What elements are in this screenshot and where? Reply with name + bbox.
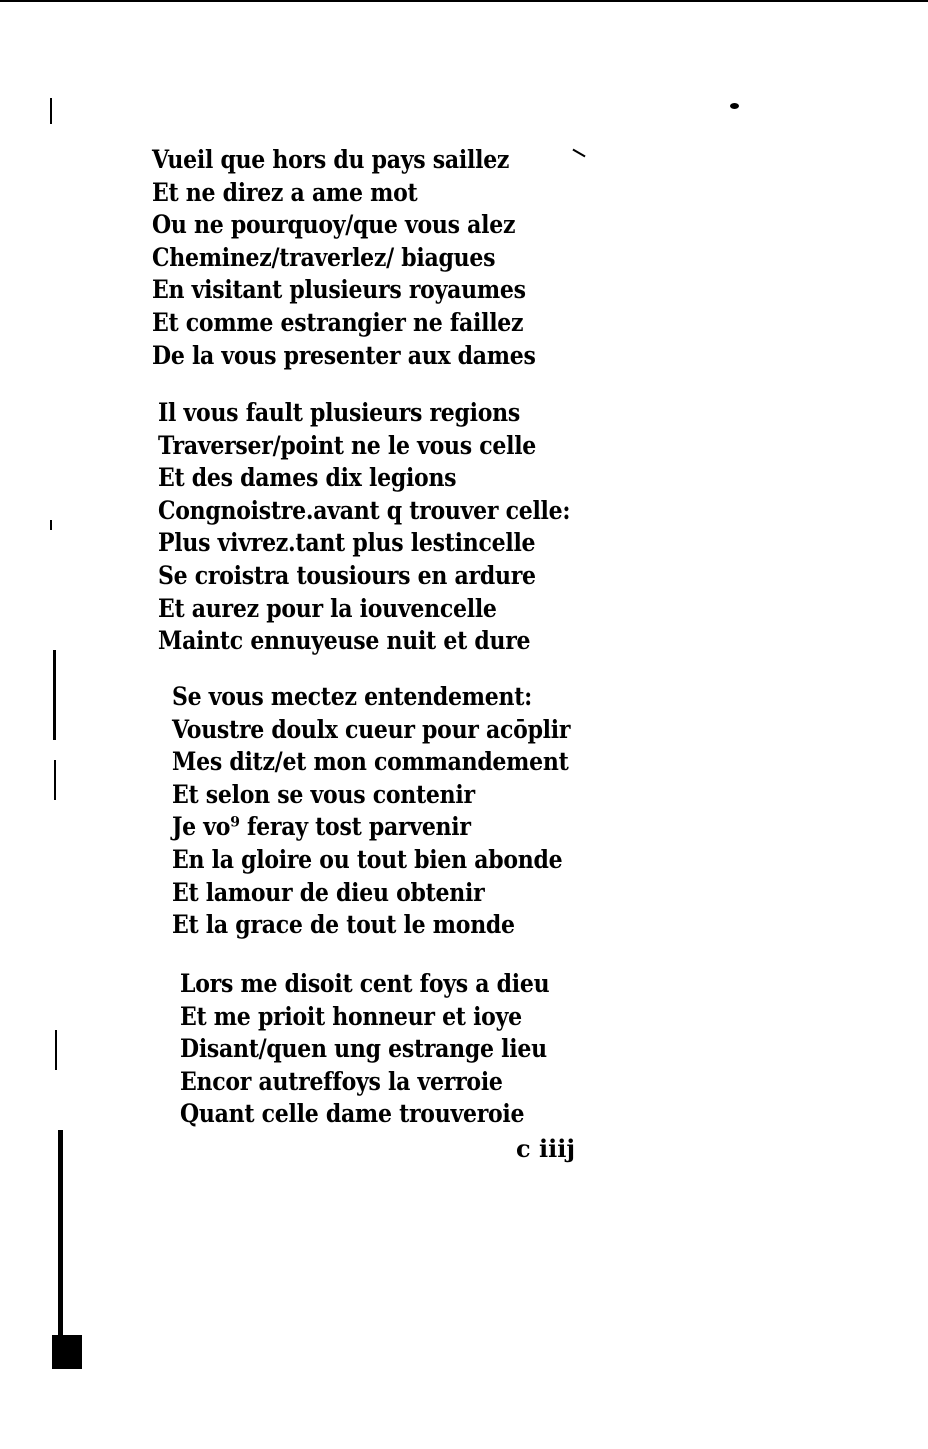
verse-line: De la vous presenter aux dames: [152, 340, 536, 370]
verse-line: Traverser/point ne le vous celle: [158, 430, 537, 460]
verse-line: Encor autreffoys la verroie: [180, 1066, 503, 1096]
verse-line: En la gloire ou tout bien abonde: [172, 844, 563, 874]
verse-line: Lors me disoit cent foys a dieu: [180, 969, 550, 998]
verse-line: Vueil que hors du pays saillez: [152, 145, 510, 174]
verse-line: Voustre doulx cueur pour acōplir: [172, 714, 571, 744]
gutter-line: [54, 760, 56, 800]
gutter-line: [50, 520, 52, 530]
verse-line: Et des dames dix legions: [158, 463, 457, 493]
verse-line: Et aurez pour la iouvencelle: [158, 593, 497, 623]
verse-line: Congnoistre.avant q trouver celle:: [158, 495, 571, 525]
ink-dot: [730, 103, 739, 109]
verse-line: Et selon se vous contenir: [172, 779, 475, 809]
verse-line: Et comme estrangier ne faillez: [152, 307, 524, 337]
signature-mark: c iiij: [516, 1134, 576, 1163]
page-top-edge: [0, 0, 928, 2]
gutter-line: [53, 650, 56, 740]
stanza: [172, 681, 625, 942]
verse-line: Et me prioit honneur et ioye: [180, 1001, 522, 1031]
verse-line: En visitant plusieurs royaumes: [152, 275, 526, 305]
gutter-line: [50, 98, 52, 124]
verse-line: Je vo⁹ feray tost parvenir: [172, 812, 471, 842]
verse-line: Ou ne pourquoy/que vous alez: [152, 210, 516, 240]
gutter-line: [55, 1030, 57, 1070]
verse-line: Quant celle dame trouveroie: [180, 1099, 525, 1129]
verse-line: Il vous fault plusieurs regions: [158, 398, 521, 427]
verse-line: Disant/quen ung estrange lieu: [180, 1034, 547, 1064]
verse-line: Et ne direz a ame mot: [152, 177, 418, 207]
stanza: [152, 144, 588, 372]
verse-line: Plus vivrez.tant plus lestincelle: [158, 528, 536, 558]
verse-line: Se croistra tousiours en ardure: [158, 560, 536, 590]
verse-line: Se vous mectez entendement:: [172, 682, 532, 711]
verse-line: Maintc ennuyeuse nuit et dure: [158, 626, 531, 656]
verse-line: Cheminez/traverlez/ biagues: [152, 242, 496, 272]
gutter-line: [58, 1130, 63, 1340]
verse-line: Et la grace de tout le monde: [172, 910, 515, 940]
verse-line: Mes ditz/et mon commandement: [172, 747, 569, 777]
stanza: [180, 968, 600, 1131]
verse-line: Et lamour de dieu obtenir: [172, 877, 485, 907]
gutter-block: [52, 1335, 82, 1369]
stanza: [158, 397, 626, 658]
